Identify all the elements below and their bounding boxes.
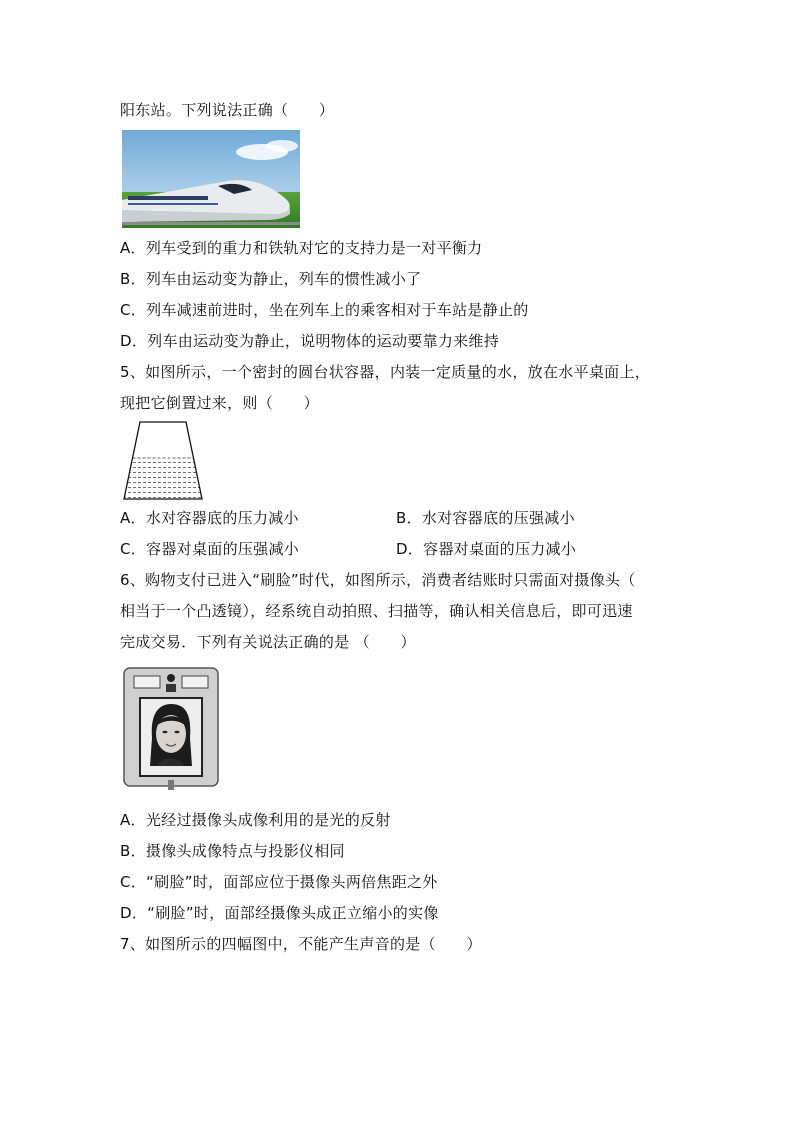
q5-option-b: B．水对容器底的压强减小 <box>396 509 575 527</box>
q4-option-b: B．列车由运动变为静止，列车的惯性减小了 <box>120 270 422 288</box>
q6-stem-line3: 完成交易．下列有关说法正确的是 （ ） <box>120 633 416 651</box>
q4-option-c: C．列车减速前进时，坐在列车上的乘客相对于车站是静止的 <box>120 301 529 319</box>
q6-option-d: D．“刷脸”时，面部经摄像头成正立缩小的实像 <box>120 904 439 922</box>
face-payment-terminal-image <box>122 666 220 790</box>
q5-option-c: C．容器对桌面的压强减小 <box>120 540 300 558</box>
q4-stem-tail: 阳东站。下列说法正确（ ） <box>120 101 335 119</box>
q4-option-a: A．列车受到的重力和铁轨对它的支持力是一对平衡力 <box>120 239 483 257</box>
frustum-container-diagram <box>118 420 208 502</box>
q7-stem: 7、如图所示的四幅图中，不能产生声音的是（ ） <box>120 935 482 953</box>
q5-stem-line2: 现把它倒置过来，则（ ） <box>120 394 319 412</box>
q6-option-b: B．摄像头成像特点与投影仪相同 <box>120 842 345 860</box>
q6-stem-line2: 相当于一个凸透镜），经系统自动拍照、扫描等，确认相关信息后，即可迅速 <box>120 602 633 620</box>
q5-option-a: A．水对容器底的压力减小 <box>120 509 299 527</box>
q6-option-a: A．光经过摄像头成像利用的是光的反射 <box>120 811 391 829</box>
train-image <box>122 130 300 228</box>
q5-stem-line1: 5、如图所示，一个密封的圆台状容器，内装一定质量的水，放在水平桌面上， <box>120 363 651 381</box>
q5-option-d: D．容器对桌面的压力减小 <box>396 540 577 558</box>
q6-option-c: C．“刷脸”时，面部应位于摄像头两倍焦距之外 <box>120 873 438 891</box>
q4-option-d: D．列车由运动变为静止，说明物体的运动要靠力来维持 <box>120 332 500 350</box>
q6-stem-line1: 6、购物支付已进入“刷脸”时代，如图所示，消费者结账时只需面对摄像头（ <box>120 571 636 589</box>
